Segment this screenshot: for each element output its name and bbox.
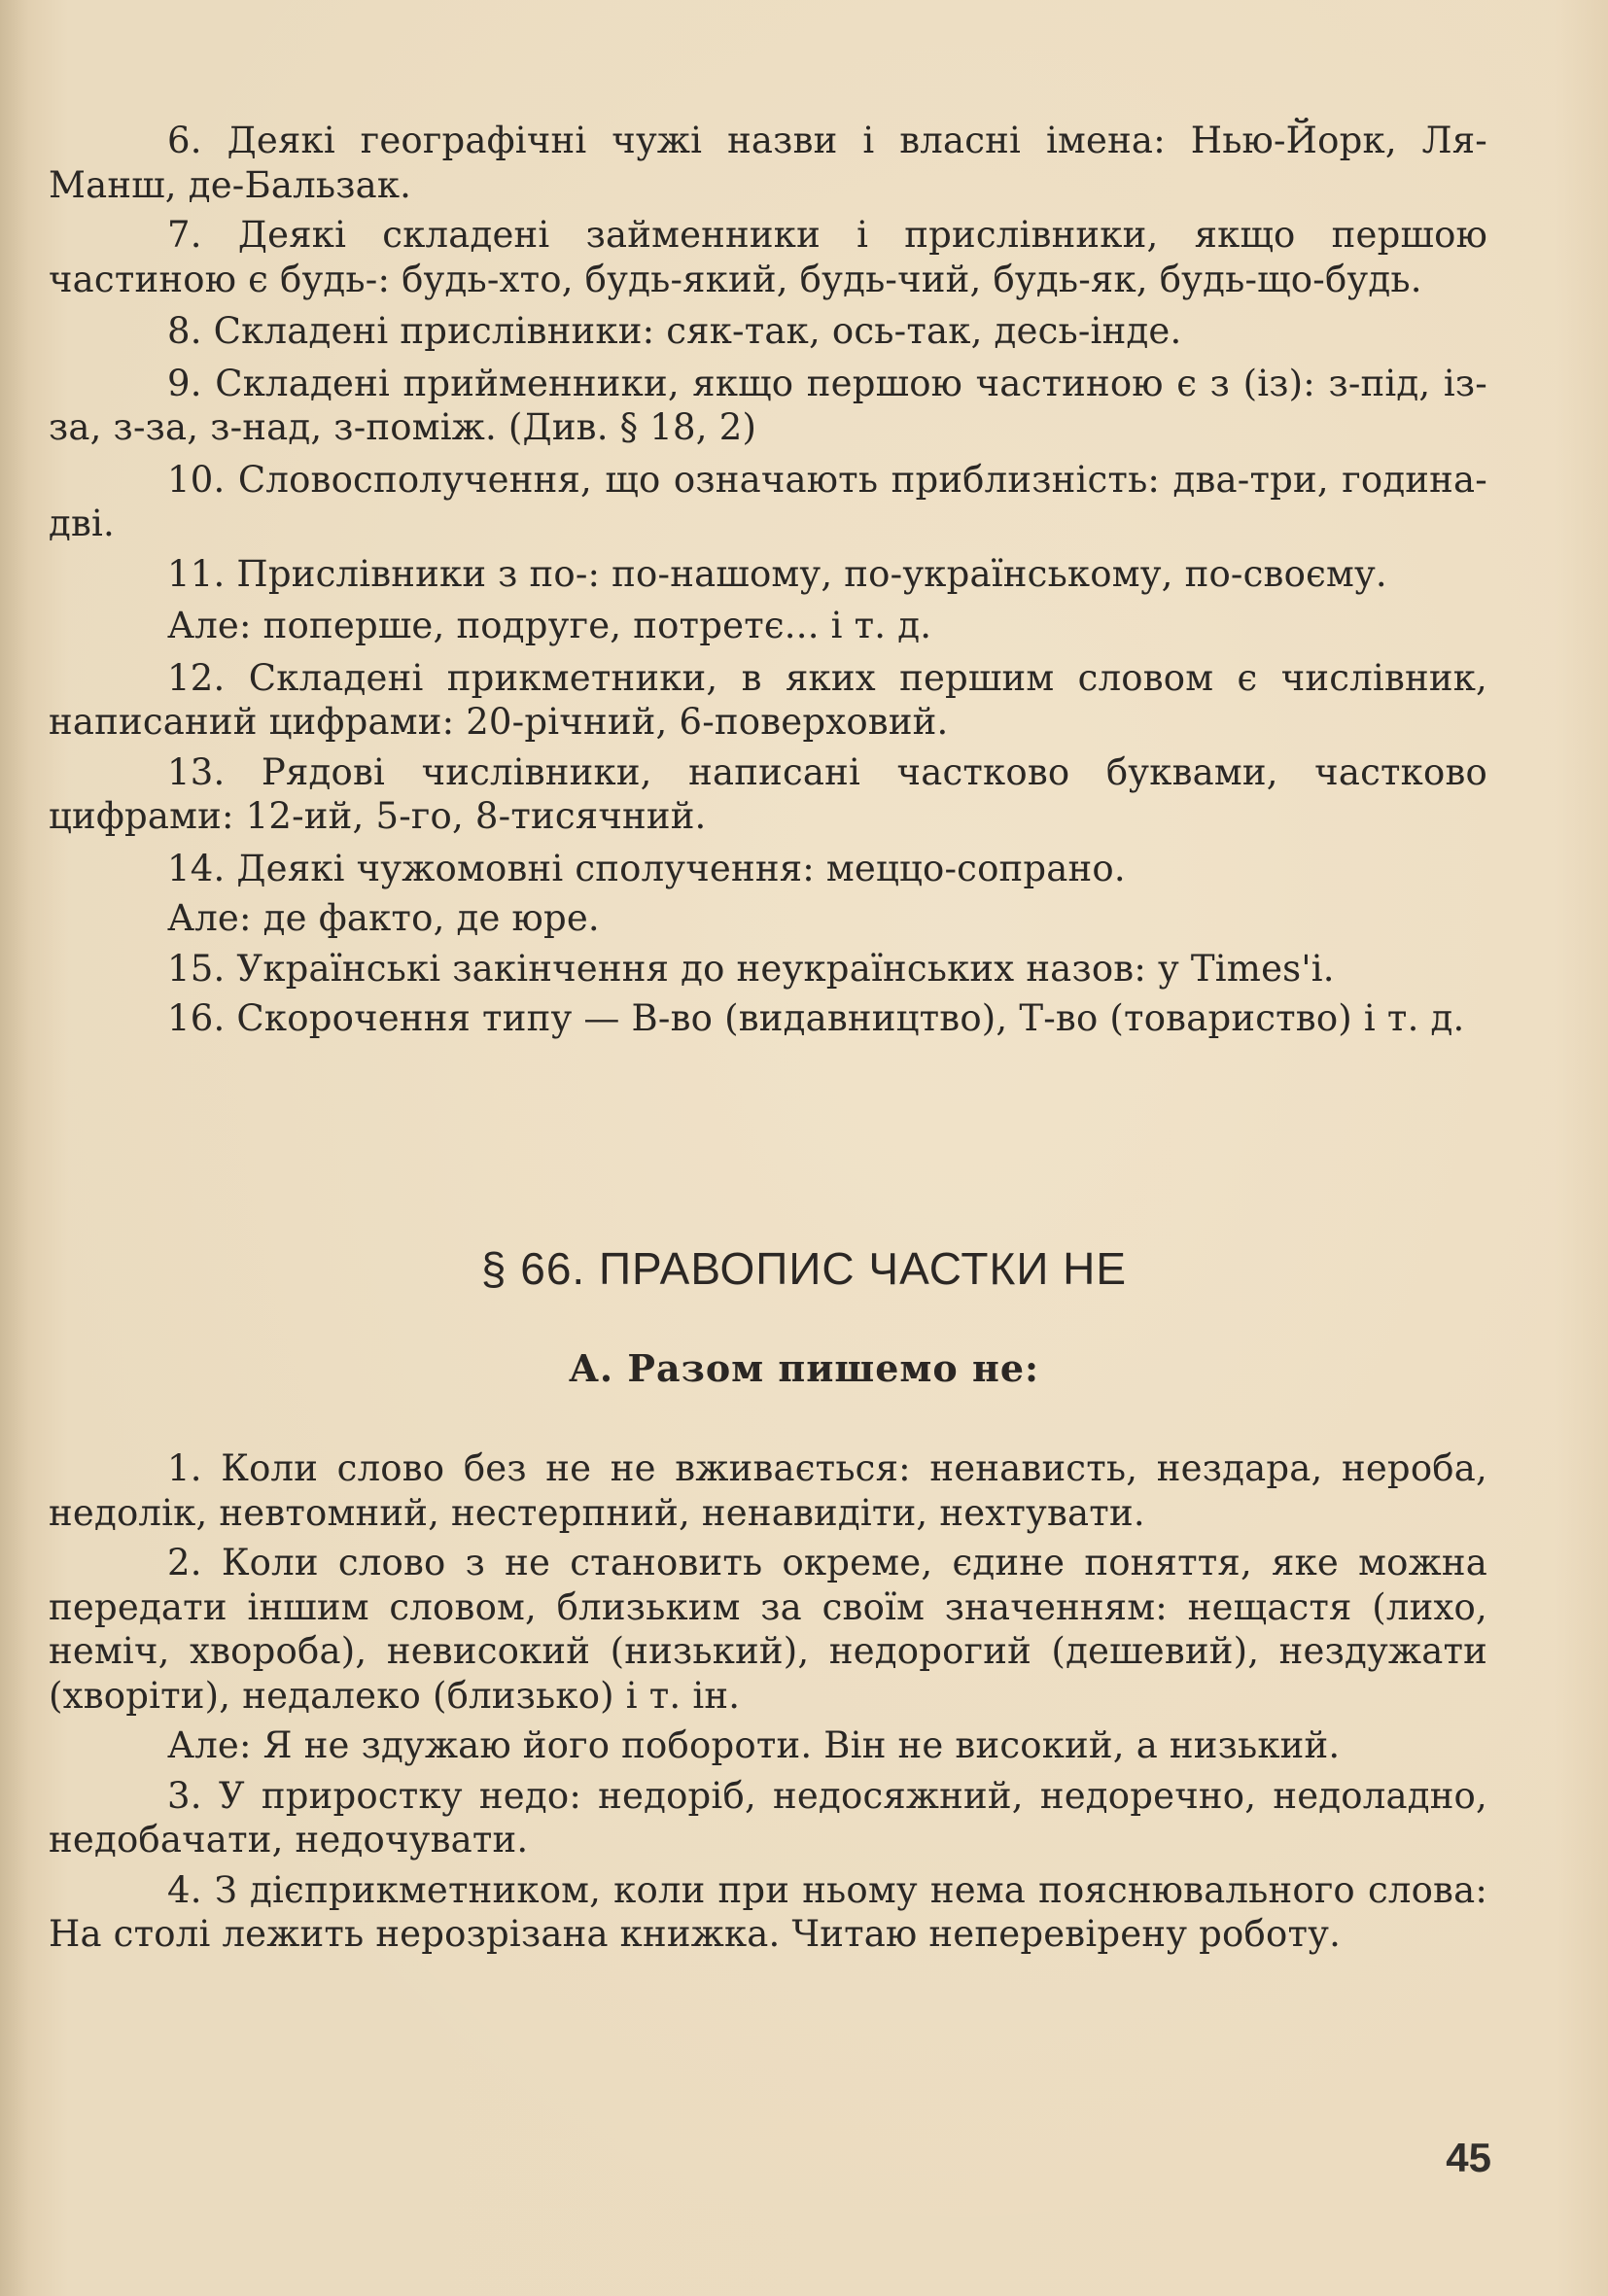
list-item: 3. У приростку недо: недоріб, недосяжний, недоречно, недоладно, недобачати, недочувати. — [49, 1774, 1487, 1861]
exception-note: Але: поперше, подруге, потретє... і т. д. — [167, 605, 932, 646]
list-item: 12. Складені прикметники, в яких першим словом є числівник, написаний цифрами: 20-річний, 6-поверховий. — [49, 656, 1487, 743]
exception-note: Але: де факто, де юре. — [167, 897, 600, 939]
section-heading: § 66. ПРАВОПИС ЧАСТКИ НЕ — [480, 1243, 1128, 1294]
list-item: 10. Словосполучення, що означають приблизність: два-три, година-дві. — [49, 458, 1487, 544]
list-item: 4. З дієприкметником, коли при ньому нема пояснювального слова: На столі лежить нерозрізана книжка. Читаю неперевірену роботу. — [49, 1868, 1487, 1955]
page-number: 45 — [1446, 2135, 1491, 2180]
list-item: 9. Складені прийменники, якщо першою частиною є з (із): з-під, із-за, з-за, з-над, з-поміж. (Див. § 18, 2) — [49, 362, 1487, 448]
list-item: 11. Прислівники з по-: по-нашому, по-українському, по-своєму. — [167, 552, 1387, 595]
upper-text-block — [49, 119, 1487, 1041]
list-item: 6. Деякі географічні чужі назви і власні імена: Нью-Йорк, Ля-Манш, де-Бальзак. — [49, 120, 1487, 206]
list-item: 2. Коли слово з не становить окреме, єдине поняття, яке можна передати іншим словом, близьким за своїм значенням: нещастя (лихо, неміч, хвороба), невисокий (низький), недорогий (дешевий), нездужати (хворіти), недалеко (близько) і т. ін. — [49, 1542, 1487, 1717]
list-item: 13. Рядові числівники, написані частково буквами, частково цифрами: 12-ий, 5-го, 8-тисячний. — [49, 750, 1487, 837]
list-item: 8. Складені прислівники: сяк-так, ось-так, десь-інде. — [167, 310, 1182, 352]
list-item: 14. Деякі чужомовні сполучення: меццо-сопрано. — [167, 847, 1126, 889]
lower-text-block — [49, 1446, 1487, 1957]
list-item: 16. Скорочення типу — В-во (видавництво), Т-во (товариство) і т. д. — [167, 997, 1465, 1039]
section-subheading: А. Разом пишемо не: — [568, 1346, 1040, 1390]
list-item: 15. Українські закінчення до неукраїнських назов: у Times'і. — [167, 947, 1335, 990]
list-item: 1. Коли слово без не не вживається: ненависть, нездара, нероба, недолік, невтомний, нестерпний, ненавидіти, нехтувати. — [49, 1447, 1487, 1534]
exception-note: Але: Я не здужаю його побороти. Він не високий, а низький. — [167, 1724, 1341, 1766]
list-item: 7. Деякі складені займенники і прислівники, якщо першою частиною є будь-: будь-хто, будь-який, будь-чий, будь-як, будь-що-будь. — [49, 214, 1487, 300]
